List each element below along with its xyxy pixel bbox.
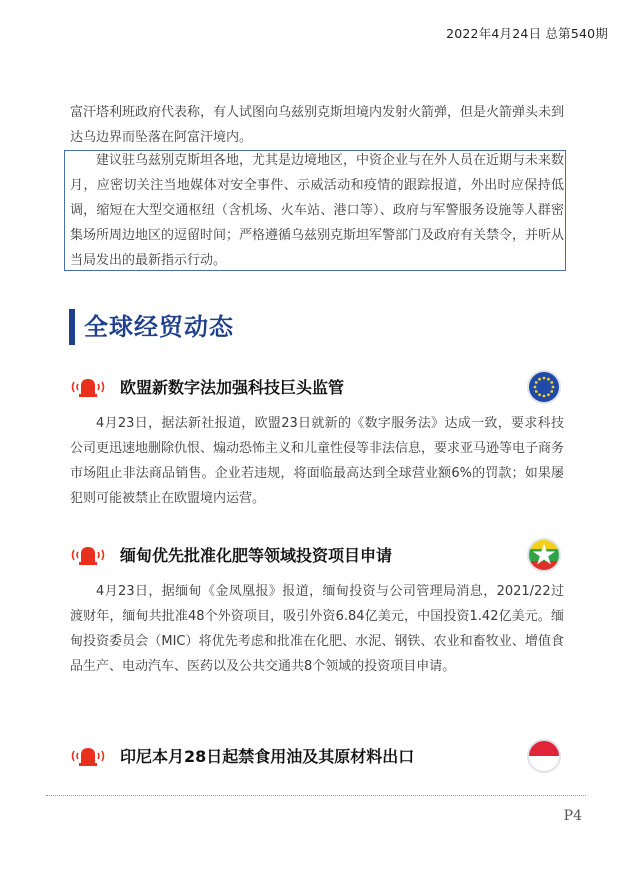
header-date-issue: 2022年4月24日 总第540期: [446, 26, 608, 41]
intro-paragraph: 富汗塔利班政府代表称，有人试图向乌兹别克斯坦境内发射火箭弹，但是火箭弹头未到达乌边界而坠落在阿富汗境内。: [70, 105, 565, 145]
indonesia-flag-icon: [526, 738, 562, 774]
news-title: 印尼本月28日起禁食用油及其原材料出口: [120, 747, 415, 766]
news-title: 缅甸优先批准化肥等领域投资项目申请: [120, 546, 393, 565]
news-title: 欧盟新数字法加强科技巨头监管: [120, 378, 345, 397]
alarm-bell-icon: [70, 745, 106, 767]
advisory-text: 建议驻乌兹别克斯坦各地，尤其是边境地区，中资企业与在外人员在近期与未来数月，应密切关注当地媒体对安全事件、示威活动和疫情的跟踪报道，外出时应保持低调，缩短在大型交通枢纽（含机场、火车站、港口等）、政府与军警服务设施等人群密集场所周边地区的逗留时间；严格遵循乌兹别克斯坦军警部门及政府有关禁令，并听从当局发出的最新指示行动。: [70, 153, 565, 268]
section-accent-bar: [69, 309, 75, 345]
alarm-bell-icon: [70, 376, 106, 398]
myanmar-flag-icon: [526, 537, 562, 573]
news-body: 4月23日，据法新社报道，欧盟23日就新的《数字服务法》达成一致，要求科技公司更迅速地删除仇恨、煽动恐怖主义和儿童性侵等非法信息，要求亚马逊等电子商务市场阻止非法商品销售。企业若违规，将面临最高达到全球营业额6%的罚款；如果屡犯则可能被禁止在欧盟境内运营。: [70, 416, 565, 506]
section-title: 全球经贸动态: [84, 313, 234, 341]
page-number: P4: [563, 808, 582, 824]
footer-divider: [46, 795, 586, 796]
alarm-bell-icon: [70, 544, 106, 566]
news-body: 4月23日，据缅甸《金凤凰报》报道，缅甸投资与公司管理局消息，2021/22过渡财年，缅甸共批准48个外资项目，吸引外资6.84亿美元，中国投资1.42亿美元。缅甸投资委员会（MIC）将优先考虑和批准在化肥、水泥、钢铁、农业和畜牧业、增值食品生产、电动汽车、医药以及公共交通共8个领域的投资项目申请。: [70, 584, 564, 674]
eu-flag-icon: [526, 369, 562, 405]
